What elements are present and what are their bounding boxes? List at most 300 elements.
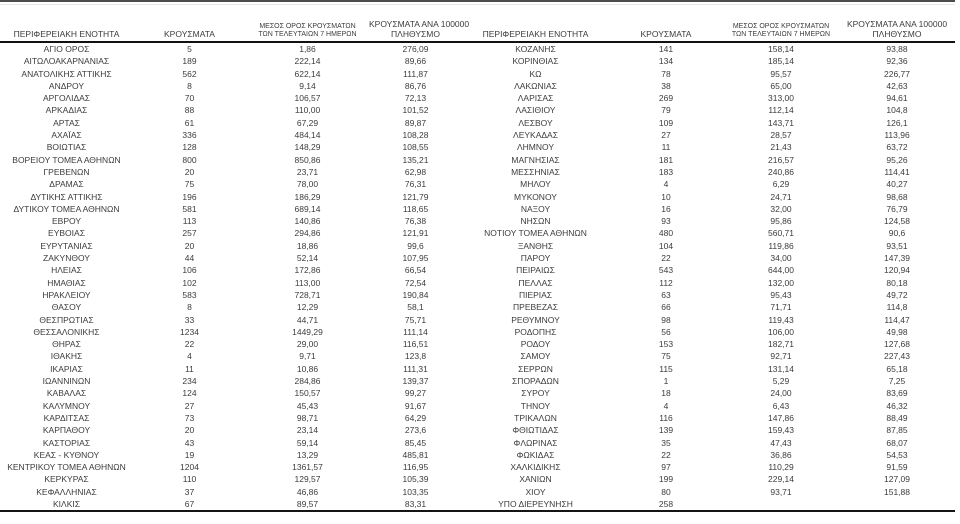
value-cell: 4 [663, 179, 669, 190]
value-cell: 24,00 [770, 388, 792, 399]
value-cell: 89,87 [404, 117, 427, 128]
region-cell: ΧΙΟΥ [525, 486, 546, 497]
value-cell: 42,63 [886, 80, 908, 91]
value-cell: 109 [658, 117, 674, 128]
value-cell: 140,86 [294, 216, 321, 227]
table-row [0, 486, 955, 498]
value-cell: 116,95 [402, 462, 429, 473]
region-cell: ΙΚΑΡΙΑΣ [50, 363, 83, 374]
col-header-per100k-line1: ΚΡΟΥΣΜΑΤΑ ΑΝΑ 100000 [369, 19, 470, 29]
value-cell: 276,09 [402, 44, 429, 54]
region-cell: ΚΕΡΚΥΡΑΣ [44, 474, 89, 485]
value-cell: 116 [659, 412, 673, 423]
region-cell: ΜΥΚΟΝΟΥ [514, 191, 557, 202]
value-cell: 147,86 [768, 412, 794, 423]
table-row [0, 301, 955, 313]
table-row [0, 117, 955, 129]
value-cell: 111,31 [403, 363, 428, 374]
value-cell: 85,45 [404, 437, 427, 448]
value-cell: 107,95 [402, 253, 429, 264]
value-cell: 181 [658, 154, 674, 165]
value-cell: 124,58 [884, 216, 910, 227]
value-cell: 132,00 [768, 277, 794, 288]
value-cell: 99,6 [407, 240, 424, 251]
table-row [0, 264, 955, 276]
value-cell: 46,32 [886, 400, 908, 411]
region-cell: ΚΑΒΑΛΑΣ [46, 388, 87, 399]
table-body [0, 42, 955, 511]
value-cell: 98 [661, 314, 671, 325]
value-cell: 114,8 [886, 302, 908, 313]
value-cell: 73 [184, 412, 195, 423]
region-cell: ΠΙΕΡΙΑΣ [518, 289, 553, 300]
region-cell: ΠΕΛΛΑΣ [518, 277, 553, 288]
region-cell: ΑΝΔΡΟΥ [48, 80, 85, 91]
table-row [0, 215, 955, 227]
value-cell: 66 [661, 302, 671, 313]
value-cell: 40,27 [886, 179, 908, 190]
value-cell: 294,86 [294, 228, 321, 239]
value-cell: 65,18 [886, 363, 908, 374]
region-cell: ΦΛΩΡΙΝΑΣ [513, 437, 558, 448]
region-cell: ΘΕΣΠΡΩΤΙΑΣ [39, 314, 94, 325]
value-cell: 644,00 [768, 265, 794, 276]
value-cell [839, 498, 955, 511]
region-cell: ΑΡΓΟΛΙΔΑΣ [42, 93, 91, 104]
value-cell: 147,39 [884, 253, 910, 264]
value-cell: 18 [661, 388, 671, 399]
region-cell: ΡΟΔΟΠΗΣ [514, 326, 557, 337]
col-header-per100k-line1: ΚΡΟΥΣΜΑΤΑ ΑΝΑ 100000 [846, 19, 948, 29]
value-cell: 158,14 [768, 44, 794, 54]
value-cell: 49,98 [886, 326, 908, 337]
value-cell: 88 [184, 105, 195, 116]
region-cell: ΜΕΣΣΗΝΙΑΣ [511, 166, 560, 177]
table-row [0, 461, 955, 473]
table-row [0, 498, 955, 511]
value-cell: 99,27 [404, 388, 427, 399]
table-row [0, 129, 955, 141]
value-cell: 20 [184, 166, 195, 177]
value-cell: 103,35 [402, 486, 429, 497]
region-cell: ΝΗΣΩΝ [520, 216, 551, 227]
value-cell: 76,38 [404, 216, 427, 227]
value-cell: 1361,57 [292, 462, 323, 473]
value-cell: 115 [659, 363, 673, 374]
table-row [0, 424, 955, 436]
value-cell: 108,28 [402, 130, 429, 141]
value-cell: 44,71 [296, 314, 319, 325]
table-header [0, 5, 955, 42]
value-cell: 10,86 [296, 363, 319, 374]
value-cell: 91,59 [886, 462, 908, 473]
table-row [0, 178, 955, 190]
value-cell: 689,14 [294, 203, 321, 214]
region-cell: ΚΕΦΑΛΛΗΝΙΑΣ [36, 486, 97, 497]
value-cell: 119,43 [768, 314, 794, 325]
value-cell: 78,00 [296, 179, 319, 190]
value-cell: 105,39 [402, 474, 429, 485]
value-cell: 43 [184, 437, 195, 448]
value-cell: 62,98 [404, 166, 427, 177]
value-cell: 95,57 [770, 68, 792, 79]
col-header-avg7-line1: ΜΕΣΟΣ ΟΡΟΣ ΚΡΟΥΣΜΑΤΩΝ [259, 23, 356, 30]
value-cell: 560,71 [768, 228, 794, 239]
value-cell: 93,51 [886, 240, 908, 251]
value-cell: 22 [661, 449, 671, 460]
region-cell: ΒΟΙΩΤΙΑΣ [46, 142, 87, 153]
table-row [0, 375, 955, 387]
region-cell: ΞΑΝΘΗΣ [517, 240, 554, 251]
value-cell: 151,88 [884, 486, 910, 497]
value-cell: 28,57 [770, 130, 792, 141]
value-cell: 58,1 [407, 302, 424, 313]
value-cell: 216,57 [768, 154, 794, 165]
region-cell: ΣΑΜΟΥ [520, 351, 551, 362]
region-cell: ΕΥΡΥΤΑΝΙΑΣ [40, 240, 93, 251]
value-cell: 64,29 [404, 412, 427, 423]
value-cell: 46,86 [296, 486, 319, 497]
value-cell: 128 [182, 142, 197, 153]
value-cell: 1,86 [299, 44, 316, 54]
col-header-per100k-left [369, 5, 470, 42]
value-cell: 112,14 [768, 105, 794, 116]
region-cell: ΛΑΚΩΝΙΑΣ [514, 80, 557, 91]
value-cell: 9,14 [299, 80, 316, 91]
regional-cases-table [0, 5, 955, 512]
value-cell: 52,14 [296, 253, 319, 264]
table-row [0, 154, 955, 166]
value-cell: 116,51 [402, 339, 429, 350]
table-row [0, 277, 955, 289]
value-cell: 27 [184, 400, 195, 411]
region-cell: ΝΑΞΟΥ [520, 203, 551, 214]
value-cell: 27 [661, 130, 671, 141]
table-row [0, 42, 955, 55]
value-cell: 127,68 [884, 339, 910, 350]
value-cell: 54,53 [886, 449, 908, 460]
value-cell: 63,72 [886, 142, 908, 153]
col-header-avg7-line1: ΜΕΣΟΣ ΟΡΟΣ ΚΡΟΥΣΜΑΤΩΝ [732, 23, 830, 30]
value-cell: 484,14 [294, 130, 321, 141]
value-cell: 111,87 [403, 68, 428, 79]
value-cell: 72,54 [404, 277, 427, 288]
value-cell: 111,14 [403, 326, 428, 337]
region-cell: ΑΝΑΤΟΛΙΚΗΣ ΑΤΤΙΚΗΣ [21, 68, 112, 79]
value-cell: 93,71 [770, 486, 792, 497]
value-cell: 581 [182, 203, 197, 214]
col-header-cases-left: ΚΡΟΥΣΜΑΤΑ [133, 5, 246, 42]
value-cell: 66,54 [404, 265, 427, 276]
table-row [0, 227, 955, 239]
region-cell: ΛΕΣΒΟΥ [518, 117, 553, 128]
value-cell: 23,71 [296, 166, 319, 177]
value-cell: 67,29 [296, 117, 319, 128]
value-cell: 91,67 [404, 400, 427, 411]
region-cell: ΑΡΤΑΣ [53, 117, 80, 128]
value-cell: 222,14 [294, 56, 321, 67]
value-cell: 183 [658, 166, 674, 177]
value-cell: 37 [184, 486, 195, 497]
value-cell: 313,00 [768, 93, 794, 104]
value-cell: 127,09 [884, 474, 910, 485]
value-cell: 110 [182, 474, 197, 485]
region-cell: ΦΘΙΩΤΙΔΑΣ [512, 425, 559, 436]
value-cell: 1204 [180, 462, 199, 473]
value-cell: 93,88 [886, 44, 908, 54]
value-cell: 94,61 [886, 93, 908, 104]
value-cell: 106,57 [294, 93, 321, 104]
value-cell: 182,71 [768, 339, 794, 350]
region-cell: ΚΑΛΥΜΝΟΥ [42, 400, 91, 411]
value-cell: 98,68 [886, 191, 908, 202]
col-header-cases-right: ΚΡΟΥΣΜΑΤΑ [609, 5, 723, 42]
region-cell: ΗΡΑΚΛΕΙΟΥ [42, 289, 91, 300]
value-cell: 110,29 [768, 462, 794, 473]
value-cell: 258 [609, 498, 723, 511]
region-cell: ΗΛΕΙΑΣ [51, 265, 82, 276]
value-cell: 226,77 [884, 68, 910, 79]
value-cell: 86,76 [404, 80, 427, 91]
region-cell: ΔΥΤΙΚΗΣ ΑΤΤΙΚΗΣ [30, 191, 103, 202]
region-cell: ΑΓΙΟ ΟΡΟΣ [43, 44, 90, 54]
value-cell: 120,94 [884, 265, 910, 276]
value-cell: 269 [658, 93, 674, 104]
value-cell: 83,31 [369, 498, 462, 511]
header-row [0, 5, 955, 42]
value-cell: 95,86 [770, 216, 792, 227]
col-header-avg7-line2: ΤΩΝ ΤΕΛΕΥΤΑΙΩΝ 7 ΗΜΕΡΩΝ [258, 31, 357, 38]
value-cell: 148,29 [294, 142, 321, 153]
region-cell: ΠΑΡΟΥ [520, 253, 551, 264]
value-cell: 4 [663, 400, 669, 411]
region-cell: ΚΙΛΚΙΣ [0, 498, 133, 511]
value-cell: 728,71 [294, 289, 321, 300]
table-row [0, 55, 955, 67]
value-cell: 49,72 [886, 289, 908, 300]
table-row [0, 400, 955, 412]
table-row [0, 473, 955, 485]
value-cell: 159,43 [768, 425, 794, 436]
value-cell: 6,43 [772, 400, 790, 411]
value-cell: 80 [661, 486, 671, 497]
value-cell: 70 [184, 93, 195, 104]
region-cell: ΣΠΟΡΑΔΩΝ [512, 376, 559, 387]
value-cell: 92,71 [770, 351, 792, 362]
value-cell: 186,29 [294, 191, 321, 202]
value-cell: 93 [661, 216, 671, 227]
value-cell: 89,66 [404, 56, 427, 67]
value-cell: 97 [661, 462, 671, 473]
value-cell: 113,96 [884, 130, 910, 141]
value-cell: 11 [185, 363, 194, 374]
value-cell: 95,26 [886, 154, 908, 165]
region-cell: ΦΩΚΙΔΑΣ [516, 449, 555, 460]
table-row [0, 80, 955, 92]
region-cell: ΣΕΡΡΩΝ [518, 363, 553, 374]
value-cell: 800 [182, 154, 197, 165]
value-cell: 123,8 [404, 351, 427, 362]
value-cell: 4 [187, 351, 192, 362]
value-cell: 22 [661, 253, 671, 264]
region-cell: ΜΗΛΟΥ [520, 179, 551, 190]
table-row [0, 289, 955, 301]
region-cell: ΑΙΤΩΛΟΑΚΑΡΝΑΝΙΑΣ [23, 56, 110, 67]
region-cell: ΚΩ [529, 68, 542, 79]
region-cell: ΓΡΕΒΕΝΩΝ [43, 166, 90, 177]
region-cell: ΡΟΔΟΥ [520, 339, 551, 350]
value-cell: 227,43 [884, 351, 910, 362]
region-cell: ΘΗΡΑΣ [52, 339, 81, 350]
value-cell: 229,14 [768, 474, 794, 485]
table-row [0, 203, 955, 215]
value-cell: 71,71 [770, 302, 792, 313]
value-cell: 80,18 [886, 277, 908, 288]
table-row [0, 412, 955, 424]
table-row [0, 338, 955, 350]
value-cell: 21,43 [770, 142, 792, 153]
col-header-avg7-right [723, 5, 839, 42]
value-cell: 110,00 [294, 105, 321, 116]
value-cell: 199 [658, 474, 674, 485]
value-cell: 189 [182, 56, 197, 67]
value-cell: 65,00 [770, 80, 792, 91]
value-cell: 480 [658, 228, 674, 239]
value-cell: 16 [661, 203, 671, 214]
value-cell: 23,14 [296, 425, 319, 436]
table-row [0, 350, 955, 362]
value-cell: 104 [658, 240, 674, 251]
value-cell: 20 [184, 240, 195, 251]
value-cell: 68,07 [886, 437, 908, 448]
col-header-per100k-line2: ΠΛΗΘΥΣΜΟ [391, 29, 440, 39]
value-cell: 135,21 [402, 154, 429, 165]
value-cell: 114,41 [884, 166, 910, 177]
value-cell: 72,13 [404, 93, 427, 104]
region-cell: ΛΑΣΙΘΙΟΥ [515, 105, 556, 116]
value-cell: 75 [661, 351, 671, 362]
value-cell: 6,29 [772, 179, 790, 190]
value-cell: 113,00 [294, 277, 321, 288]
region-cell: ΑΡΚΑΔΙΑΣ [45, 105, 88, 116]
table-row [0, 191, 955, 203]
region-cell: ΘΕΣΣΑΛΟΝΙΚΗΣ [33, 326, 100, 337]
value-cell: 119,86 [768, 240, 794, 251]
region-cell: ΚΟΡΙΝΘΙΑΣ [512, 56, 559, 67]
region-cell: ΙΩΑΝΝΙΝΩΝ [42, 376, 91, 387]
region-cell: ΚΕΝΤΡΙΚΟΥ ΤΟΜΕΑ ΑΘΗΝΩΝ [7, 462, 126, 473]
value-cell: 38 [661, 80, 671, 91]
col-header-region-right: ΠΕΡΙΦΕΡΕΙΑΚΗ ΕΝΟΤΗΤΑ [462, 5, 609, 42]
region-cell: ΑΧΑΪΑΣ [51, 130, 82, 141]
value-cell: 29,00 [296, 339, 319, 350]
table-row [0, 141, 955, 153]
region-cell: ΧΑΛΚΙΔΙΚΗΣ [510, 462, 561, 473]
value-cell: 35 [661, 437, 671, 448]
col-header-per100k-line2: ΠΛΗΘΥΣΜΟ [872, 29, 922, 39]
value-cell: 20 [184, 425, 195, 436]
value-cell: 336 [182, 130, 197, 141]
col-header-avg7-left [246, 5, 369, 42]
region-cell: ΡΕΘΥΜΝΟΥ [511, 314, 560, 325]
value-cell: 150,57 [294, 388, 321, 399]
region-cell: ΛΑΡΙΣΑΣ [517, 93, 554, 104]
region-cell: ΔΥΤΙΚΟΥ ΤΟΜΕΑ ΑΘΗΝΩΝ [13, 203, 120, 214]
value-cell: 101,52 [402, 105, 429, 116]
value-cell: 543 [658, 265, 674, 276]
value-cell: 18,86 [296, 240, 319, 251]
value-cell: 76,79 [886, 203, 908, 214]
value-cell: 131,14 [768, 363, 794, 374]
region-cell: ΚΑΡΠΑΘΟΥ [42, 425, 91, 436]
value-cell: 1234 [180, 326, 199, 337]
col-header-per100k-right [839, 5, 955, 42]
col-header-avg7-line2: ΤΩΝ ΤΕΛΕΥΤΑΙΩΝ 7 ΗΜΕΡΩΝ [731, 31, 831, 38]
value-cell: 89,57 [246, 498, 369, 511]
value-cell: 12,29 [296, 302, 319, 313]
region-cell: ΛΗΜΝΟΥ [516, 142, 555, 153]
value-cell: 90,6 [888, 228, 906, 239]
region-cell: ΣΥΡΟΥ [521, 388, 550, 399]
value-cell: 63 [661, 289, 671, 300]
table-row [0, 92, 955, 104]
value-cell: 76,31 [404, 179, 427, 190]
region-cell: ΒΟΡΕΙΟΥ ΤΟΜΕΑ ΑΘΗΝΩΝ [12, 154, 121, 165]
value-cell: 92,36 [886, 56, 908, 67]
value-cell: 59,14 [296, 437, 319, 448]
value-cell: 7,25 [888, 376, 906, 387]
value-cell: 153 [658, 339, 674, 350]
value-cell: 196 [182, 191, 197, 202]
value-cell: 24,71 [770, 191, 792, 202]
value-cell: 113 [182, 216, 197, 227]
value-cell: 485,81 [402, 449, 429, 460]
region-cell: ΚΑΣΤΟΡΙΑΣ [42, 437, 91, 448]
value-cell: 185,14 [768, 56, 794, 67]
table-row [0, 326, 955, 338]
value-cell: 106,00 [768, 326, 794, 337]
value-cell: 114,47 [884, 314, 910, 325]
region-cell: ΚΟΖΑΝΗΣ [515, 44, 556, 54]
table-row [0, 68, 955, 80]
region-cell: ΔΡΑΜΑΣ [49, 179, 84, 190]
value-cell: 234 [182, 376, 197, 387]
value-cell: 118,65 [402, 203, 429, 214]
table-row [0, 166, 955, 178]
value-cell: 134 [658, 56, 674, 67]
value-cell: 1449,29 [292, 326, 323, 337]
value-cell: 284,86 [294, 376, 321, 387]
region-cell: ΕΒΡΟΥ [51, 216, 81, 227]
value-cell: 622,14 [294, 68, 321, 79]
table-row [0, 387, 955, 399]
region-cell: ΛΕΥΚΑΔΑΣ [513, 130, 558, 141]
value-cell: 1 [663, 376, 669, 387]
value-cell: 88,49 [886, 412, 908, 423]
value-cell: 273,6 [404, 425, 427, 436]
table-row [0, 437, 955, 449]
value-cell [723, 498, 839, 511]
region-cell: ΠΕΙΡΑΙΩΣ [516, 265, 555, 276]
region-cell: ΠΡΕΒΕΖΑΣ [513, 302, 558, 313]
value-cell: 19 [184, 449, 195, 460]
value-cell: 34,00 [770, 253, 792, 264]
value-cell: 129,57 [294, 474, 321, 485]
value-cell: 121,91 [402, 228, 429, 239]
region-cell: ΥΠΟ ΔΙΕΡΕΥΝΗΣΗ [462, 498, 609, 511]
value-cell: 583 [182, 289, 197, 300]
value-cell: 79 [661, 105, 671, 116]
